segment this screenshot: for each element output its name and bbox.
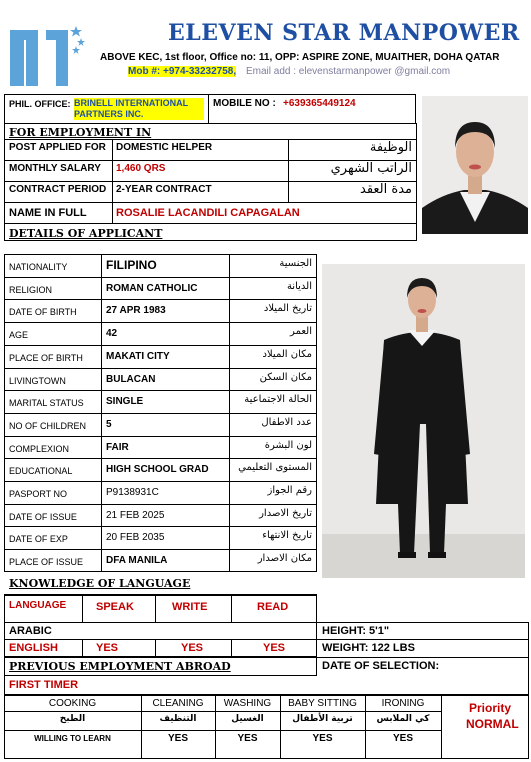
company-address: ABOVE KEC, 1st floor, Office no: 11, OPP: ASPIRE ZONE, MUAITHER, DOHA QATAR <box>100 52 500 63</box>
language-row-divider <box>4 639 317 640</box>
skill-name: IRONING <box>381 698 425 709</box>
details-row-label: PLACE OF BIRTH <box>9 353 83 363</box>
height-value: HEIGHT: 5'1" <box>322 625 390 637</box>
details-row-label: DATE OF ISSUE <box>9 512 77 522</box>
details-row-divider <box>4 504 317 505</box>
details-row-value: FAIR <box>106 442 129 453</box>
skill-name: COOKING <box>48 698 97 709</box>
details-col-divider <box>101 254 102 572</box>
details-row-arabic: عدد الاطفال <box>261 417 312 428</box>
details-row-arabic: المستوى التعليمي <box>238 462 312 473</box>
language-name: ENGLISH <box>9 642 58 654</box>
skill-name-arabic: تربية الأطفال <box>292 714 353 724</box>
details-row-label: RELIGION <box>9 285 53 295</box>
language-col-divider <box>82 639 83 657</box>
details-row-value: 42 <box>106 328 118 339</box>
details-row-value: P9138931C <box>106 487 159 498</box>
skill-value: YES <box>167 733 188 744</box>
details-row-arabic: رقم الجواز <box>267 485 312 496</box>
language-row-divider <box>4 622 317 623</box>
language-read: YES <box>263 642 286 654</box>
previous-section-title: PREVIOUS EMPLOYMENT ABROAD <box>9 660 231 673</box>
details-row-value: SINGLE <box>106 396 144 407</box>
mobile-value: +639365449124 <box>283 98 356 109</box>
details-row-arabic: تاريخ الميلاد <box>263 303 312 314</box>
details-row-arabic: الجنسية <box>279 258 312 269</box>
details-section-title: DETAILS OF APPLICANT <box>9 227 163 240</box>
details-row-divider <box>4 549 317 550</box>
language-header: SPEAK <box>96 601 134 613</box>
employment-col-divider <box>288 139 289 202</box>
details-row-divider <box>4 345 317 346</box>
details-row-value: 20 FEB 2035 <box>106 532 165 543</box>
skill-value: WILLING TO LEARN <box>34 734 111 743</box>
employment-row-value: 1,460 QRS <box>116 163 166 174</box>
employment-row-value: DOMESTIC HELPER <box>116 142 213 153</box>
details-row-value: 27 APR 1983 <box>106 305 166 316</box>
name-value: ROSALIE LACANDILI CAPAGALAN <box>116 207 300 219</box>
skill-name: WASHING <box>223 698 272 709</box>
language-speak: YES <box>96 642 119 654</box>
details-row-value: DFA MANILA <box>106 555 168 566</box>
name-label: NAME IN FULL <box>9 207 87 219</box>
details-row-divider <box>4 299 317 300</box>
details-row-label: AGE <box>9 330 29 340</box>
employment-row-arabic: الوظيفة <box>369 140 412 155</box>
details-row-label: MARITAL STATUS <box>9 398 84 408</box>
language-header: READ <box>257 601 289 613</box>
skill-value: YES <box>392 733 413 744</box>
details-row-divider <box>4 322 317 323</box>
details-row-label: NO OF CHILDREN <box>9 421 87 431</box>
details-row-label: DATE OF BIRTH <box>9 307 77 317</box>
details-row-arabic: تاريخ الانتهاء <box>262 530 312 541</box>
skill-name: CLEANING <box>152 698 204 709</box>
company-name: ELEVEN STAR MANPOWER <box>168 20 520 46</box>
details-row-value: BULACAN <box>106 374 156 385</box>
priority-value: NORMAL <box>466 717 519 731</box>
details-row-value: FILIPINO <box>106 258 157 272</box>
details-row-arabic: مكان السكن <box>259 372 312 383</box>
details-row-value: MAKATI CITY <box>106 351 170 362</box>
language-name: ARABIC <box>9 625 52 637</box>
previous-value: FIRST TIMER <box>9 679 79 691</box>
details-row-divider <box>4 390 317 391</box>
company-logo <box>10 24 86 86</box>
skill-name-arabic: الغسيل <box>231 714 264 724</box>
details-row-label: COMPLEXION <box>9 444 70 454</box>
applicant-face-photo <box>422 96 528 234</box>
phil-office-value: BRINELL INTERNATIONAL PARTNERS INC. <box>74 98 204 120</box>
details-row-divider <box>4 526 317 527</box>
details-row-value: ROMAN CATHOLIC <box>106 283 198 294</box>
details-row-value: 5 <box>106 419 112 430</box>
language-col-divider <box>231 639 232 657</box>
company-email[interactable]: Email add : elevenstarmanpower @gmail.com <box>246 66 451 77</box>
phil-office-label: PHIL. OFFICE: <box>9 99 71 109</box>
details-row-label: PLACE OF ISSUE <box>9 557 84 567</box>
employment-col-divider <box>112 139 113 202</box>
employment-row-label: MONTHLY SALARY <box>9 163 101 174</box>
skill-name: BABY SITTING <box>288 698 357 709</box>
date-of-selection-label: DATE OF SELECTION: <box>322 660 440 672</box>
skill-name-arabic: التنظيف <box>159 714 197 724</box>
mobile-label: MOBILE NO : <box>213 98 276 109</box>
details-row-label: NATIONALITY <box>9 262 68 272</box>
language-header: WRITE <box>172 601 208 613</box>
details-row-divider <box>4 413 317 414</box>
priority-label: Priority <box>469 701 512 715</box>
language-section-title: KNOWLEDGE OF LANGUAGE <box>9 577 191 590</box>
skill-value: YES <box>237 733 258 744</box>
details-row-label: DATE OF EXP <box>9 534 68 544</box>
language-col-divider <box>155 595 156 622</box>
details-row-arabic: لون البشرة <box>264 440 312 451</box>
details-row-divider <box>4 436 317 437</box>
details-row-label: LIVINGTOWN <box>9 376 66 386</box>
language-col-divider <box>155 639 156 657</box>
skill-name-arabic: كي الملابس <box>376 714 430 724</box>
skill-value: YES <box>312 733 333 744</box>
applicant-full-photo <box>322 264 525 578</box>
details-row-value: HIGH SCHOOL GRAD <box>106 464 209 475</box>
details-row-arabic: الحالة الاجتماعية <box>244 394 312 405</box>
language-write: YES <box>181 642 204 654</box>
details-row-arabic: مكان الاصدار <box>257 553 312 564</box>
skills-row-divider <box>4 730 441 731</box>
details-row-arabic: الديانة <box>286 281 312 292</box>
weight-value: WEIGHT: 122 LBS <box>322 642 415 654</box>
details-row-value: 21 FEB 2025 <box>106 510 165 521</box>
details-row-divider <box>4 481 317 482</box>
details-col-divider <box>229 254 230 572</box>
employment-row-label: CONTRACT PERIOD <box>9 184 107 195</box>
language-col-divider <box>231 595 232 622</box>
employment-row-value: 2-YEAR CONTRACT <box>116 184 212 195</box>
employment-row-arabic: مدة العقد <box>360 182 412 197</box>
employment-row-arabic: الراتب الشهري <box>330 161 412 176</box>
details-row-arabic: تاريخ الاصدار <box>259 508 312 519</box>
language-col-divider <box>82 595 83 622</box>
details-row-arabic: مكان الميلاد <box>262 349 312 360</box>
details-row-divider <box>4 277 317 278</box>
details-row-label: PASPORT NO <box>9 489 68 499</box>
details-row-arabic: العمر <box>290 326 312 337</box>
language-header: LANGUAGE <box>9 600 67 611</box>
details-row-divider <box>4 368 317 369</box>
details-row-label: EDUCATIONAL <box>9 466 73 476</box>
skills-row-divider <box>4 711 441 712</box>
employment-row-label: POST APPLIED FOR <box>9 142 106 153</box>
employment-section-title: FOR EMPLOYMENT IN <box>9 126 152 139</box>
company-mobile: Mob #: +974-33232758, <box>128 66 237 77</box>
skill-name-arabic: الطبخ <box>59 714 86 724</box>
details-row-divider <box>4 458 317 459</box>
